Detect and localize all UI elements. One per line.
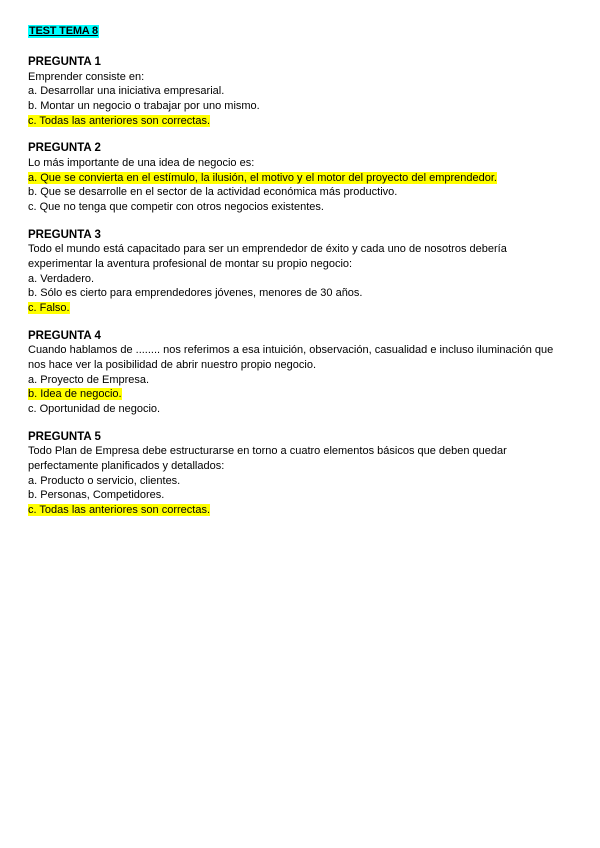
question-heading: PREGUNTA 4: [28, 329, 101, 342]
option-c-correct: [28, 301, 572, 316]
answer-highlight: a. Que se convierta en el estímulo, la ilusión, el motivo y el motor del proyecto del emprendedor.: [28, 171, 497, 184]
question-heading: PREGUNTA 1: [28, 56, 101, 68]
option-a-correct: [28, 171, 572, 186]
question-text: Todo Plan de Empresa debe estructurarse en torno a cuatro elementos básicos que deben quedar perfectamente planificados y detallados:: [28, 445, 507, 472]
question-heading: PREGUNTA 2: [28, 142, 101, 155]
question-3: [28, 228, 572, 316]
option-b: b. Montar un negocio o trabajar por uno mismo.: [28, 99, 260, 112]
option-b: b. Sólo es cierto para emprendedores jóvenes, menores de 30 años.: [28, 287, 363, 300]
question-text: Lo más importante de una idea de negocio es:: [28, 156, 255, 169]
answer-highlight: b. Idea de negocio.: [28, 388, 122, 401]
answer-highlight: c. Todas las anteriores son correctas.: [28, 503, 210, 516]
question-1: [28, 55, 572, 128]
question-5: [28, 430, 572, 518]
option-b-correct: [28, 387, 572, 402]
option-a: a. Desarrollar una iniciativa empresarial.: [28, 85, 225, 98]
question-2: [28, 141, 572, 214]
question-heading: PREGUNTA 3: [28, 228, 101, 241]
question-text: Todo el mundo está capacitado para ser un emprendedor de éxito y cada uno de nosotros debería experimentar la aventura profesional de montar su propio negocio:: [28, 243, 507, 270]
option-c-correct: [28, 114, 572, 129]
option-a: a. Proyecto de Empresa.: [28, 373, 150, 386]
answer-highlight: c. Falso.: [28, 301, 70, 314]
option-c: c. Oportunidad de negocio.: [28, 402, 161, 415]
option-a: a. Verdadero.: [28, 272, 95, 285]
option-b: b. Que se desarrolle en el sector de la actividad económica más productivo.: [28, 186, 398, 199]
question-text: Emprender consiste en:: [28, 70, 145, 83]
question-heading: PREGUNTA 5: [28, 430, 101, 443]
option-c-correct: [28, 503, 572, 518]
question-text: Cuando hablamos de ........ nos referimos a esa intuición, observación, casualidad e incluso iluminación que nos hace ver la posibilidad de abrir nuestro propio negocio.: [28, 344, 554, 371]
option-b: b. Personas, Competidores.: [28, 489, 165, 502]
document-title: TEST TEMA 8: [29, 25, 98, 37]
option-c: c. Que no tenga que competir con otros negocios existentes.: [28, 200, 324, 213]
answer-highlight: c. Todas las anteriores son correctas.: [28, 114, 210, 127]
question-4: [28, 329, 572, 417]
option-a: a. Producto o servicio, clientes.: [28, 474, 181, 487]
